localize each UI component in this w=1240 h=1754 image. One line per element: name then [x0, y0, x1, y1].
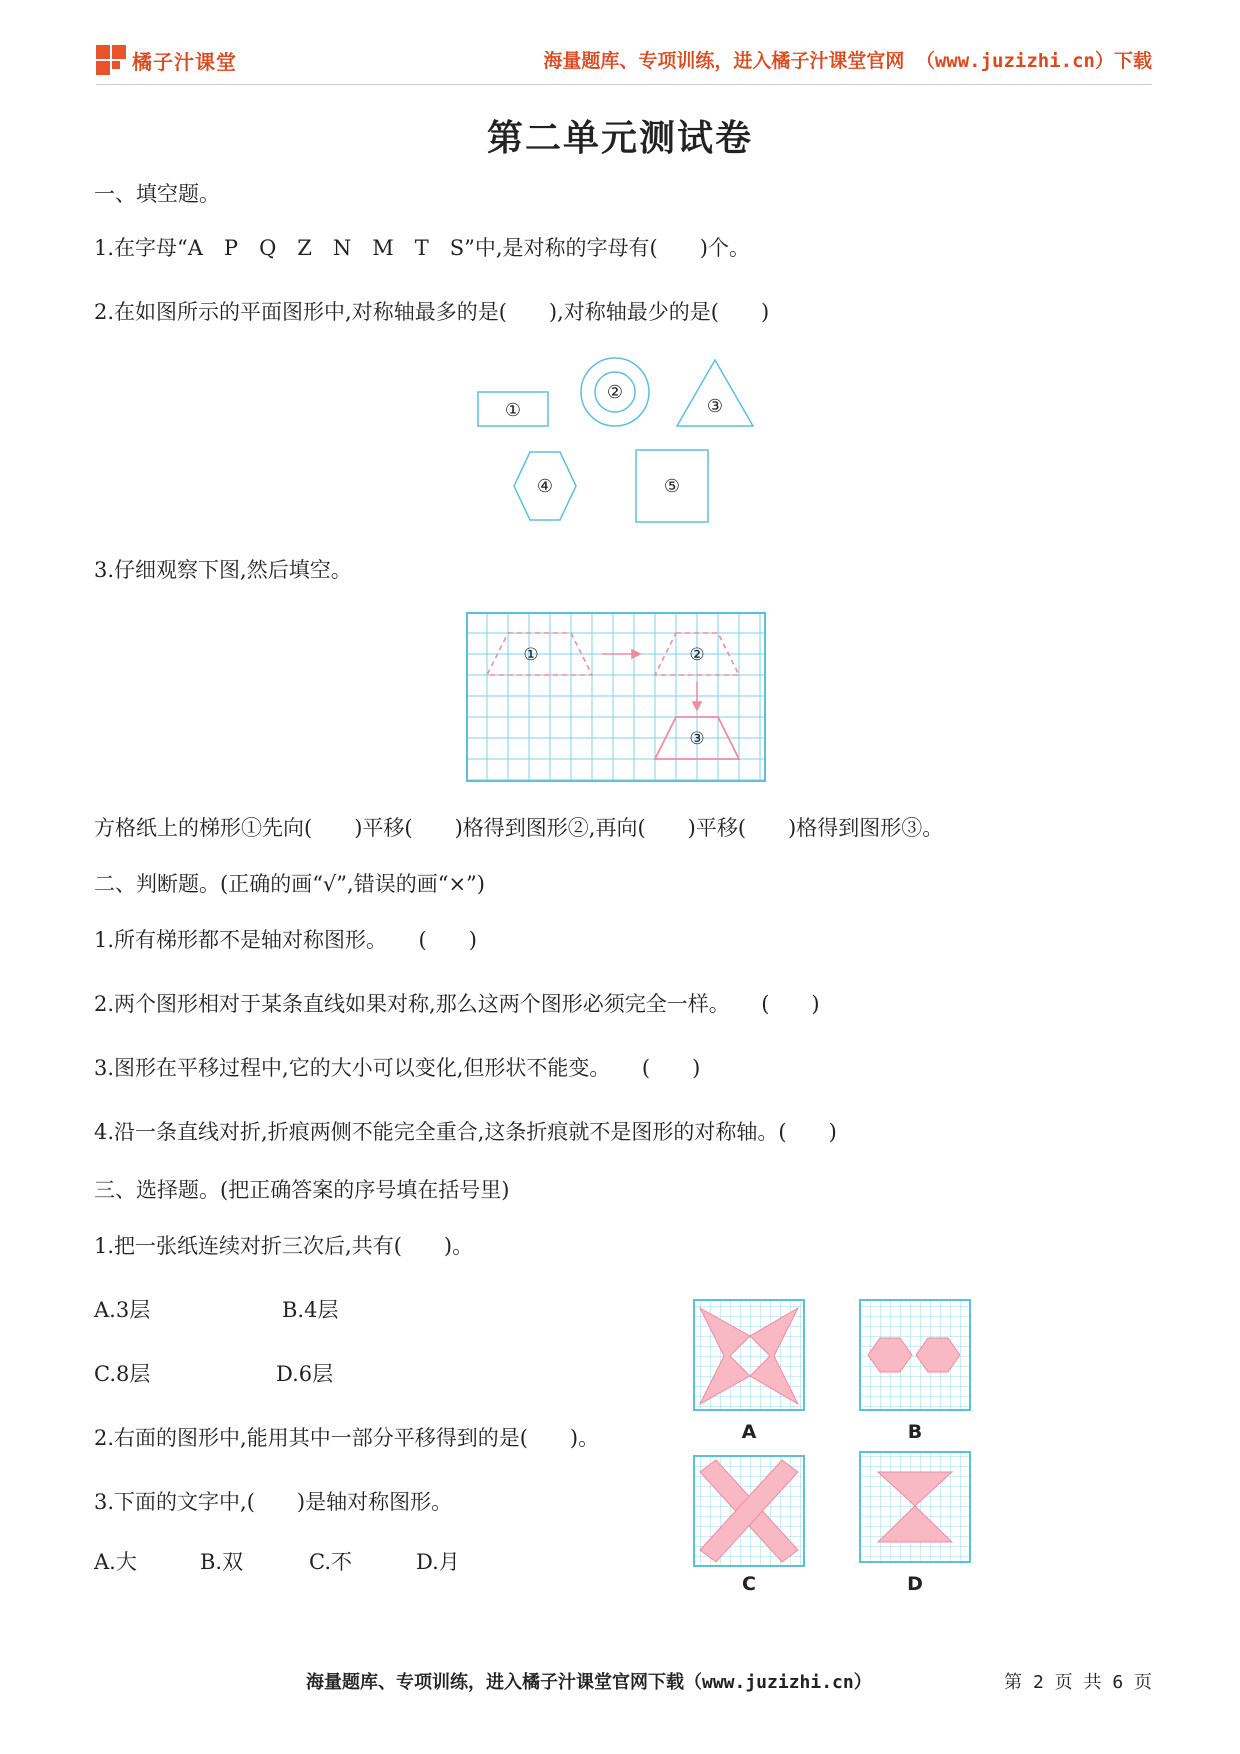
- option-q3-b: B.双: [200, 1550, 244, 1574]
- header-slogan: 海量题库、专项训练，进入橘子汁课堂官网 （www.juzizhi.cn）下载: [543, 50, 1152, 72]
- shape-label-2: ②: [606, 382, 624, 403]
- option-q3-a: A.大: [94, 1550, 137, 1574]
- shapes-figure: [470, 350, 770, 530]
- section-1-q3: 3.仔细观察下图,然后填空。: [94, 558, 352, 582]
- section-1-heading: 一、填空题。: [94, 182, 220, 206]
- figure-d: [860, 1452, 970, 1562]
- page-number: 第 2 页 共 6 页: [1004, 1672, 1152, 1693]
- grid-label-2: ②: [689, 645, 705, 665]
- section-3-q2: 2.右面的图形中,能用其中一部分平移得到的是( )。: [94, 1426, 600, 1450]
- option-q3-d: D.月: [416, 1550, 460, 1574]
- logo-text: 橘子汁课堂: [132, 49, 237, 74]
- footer-slogan: 海量题库、专项训练，进入橘子汁课堂官网下载（www.juzizhi.cn）: [306, 1672, 872, 1693]
- section-2-q2: 2.两个图形相对于某条直线如果对称,那么这两个图形必须完全一样。 ( ): [94, 992, 820, 1016]
- section-2-heading: 二、判断题。(正确的画“√”,错误的画“×”): [94, 872, 485, 896]
- section-2-q1: 1.所有梯形都不是轴对称图形。 ( ): [94, 928, 477, 952]
- figure-b: [860, 1300, 970, 1410]
- figure-c: [694, 1456, 804, 1566]
- figure-label-c: C: [742, 1573, 756, 1595]
- section-3-heading: 三、选择题。(把正确答案的序号填在括号里): [94, 1178, 510, 1202]
- section-1-q1: 1.在字母“A P Q Z N M T S”中,是对称的字母有( )个。: [94, 236, 750, 260]
- option-q1-c: C.8层: [94, 1362, 151, 1386]
- figure-label-a: A: [741, 1421, 757, 1443]
- section-1-q2: 2.在如图所示的平面图形中,对称轴最多的是( ),对称轴最少的是( ): [94, 300, 770, 324]
- page-title: 第二单元测试卷: [486, 117, 753, 159]
- grid-figure: [466, 612, 766, 784]
- grid-label-1: ①: [523, 645, 539, 665]
- logo-icon: [96, 45, 126, 75]
- header-divider: [96, 84, 1152, 85]
- section-3-q1: 1.把一张纸连续对折三次后,共有( )。: [94, 1234, 474, 1258]
- section-2-q3: 3.图形在平移过程中,它的大小可以变化,但形状不能变。 ( ): [94, 1056, 701, 1080]
- option-q1-a: A.3层: [94, 1298, 151, 1322]
- shape-label-1: ①: [504, 400, 522, 421]
- option-q1-d: D.6层: [276, 1362, 334, 1386]
- brand-logo: [96, 44, 237, 76]
- grid-label-3: ③: [689, 729, 705, 749]
- figure-label-b: B: [907, 1421, 923, 1443]
- option-q1-b: B.4层: [282, 1298, 339, 1322]
- option-figures: [690, 1296, 980, 1596]
- shape-label-4: ④: [536, 476, 554, 497]
- shape-label-5: ⑤: [663, 476, 681, 497]
- option-q3-c: C.不: [309, 1550, 352, 1574]
- section-1-q3-fill: 方格纸上的梯形①先向( )平移( )格得到图形②,再向( )平移( )格得到图形③。: [94, 816, 944, 840]
- figure-label-d: D: [907, 1573, 923, 1595]
- shape-label-3: ③: [706, 396, 724, 417]
- section-3-q3: 3.下面的文字中,( )是轴对称图形。: [94, 1490, 453, 1514]
- section-2-q4: 4.沿一条直线对折,折痕两侧不能完全重合,这条折痕就不是图形的对称轴。( ): [94, 1120, 837, 1144]
- figure-a: [694, 1300, 804, 1410]
